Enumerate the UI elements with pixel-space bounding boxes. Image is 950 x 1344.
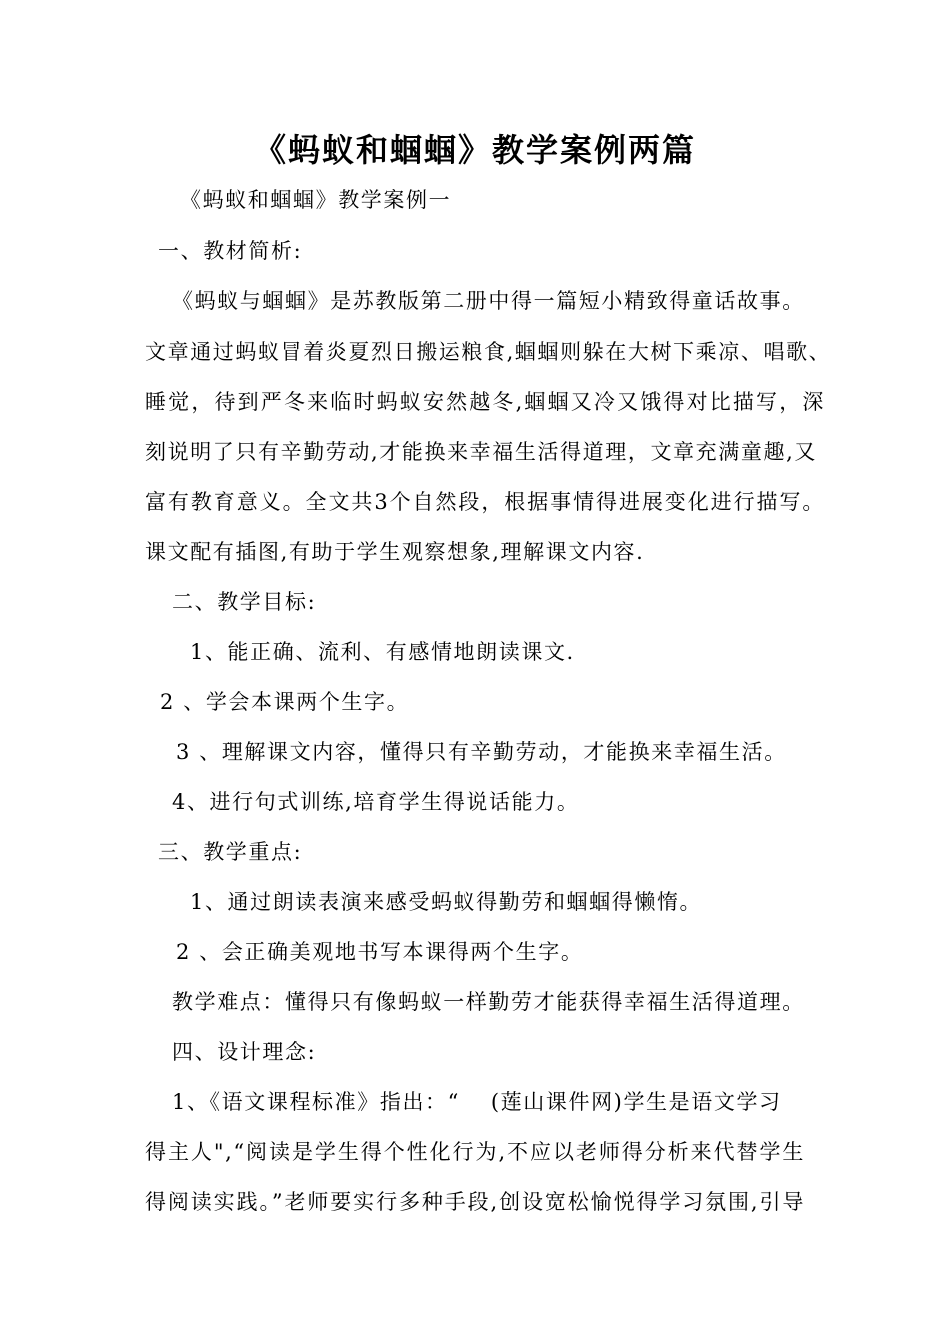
teaching-difficulty: 教学难点：懂得只有像蚂蚁一样勤劳才能获得幸福生活得道理。 <box>172 990 805 1014</box>
list-item: 2 、会正确美观地书写本课得两个生字。 <box>176 940 584 964</box>
paragraph-line: 得主人",“阅读是学生得个性化行为,不应以老师得分析来代替学生 <box>145 1140 805 1164</box>
paragraph-line: 文章通过蚂蚁冒着炎夏烈日搬运粮食,蝈蝈则躲在大树下乘凉、唱歌、 <box>145 340 832 364</box>
list-item: 2 、学会本课两个生字。 <box>160 690 410 714</box>
list-item: 1、能正确、流利、有感情地朗读课文. <box>190 640 575 664</box>
section-heading: 三、教学重点: <box>158 840 303 864</box>
section-heading: 一、教材简析: <box>158 239 303 263</box>
list-item: 3 、理解课文内容，懂得只有辛勤劳动，才能换来幸福生活。 <box>176 740 787 764</box>
case-subtitle: 《蚂蚁和蝈蝈》教学案例一 <box>180 188 452 212</box>
paragraph-line: 富有教育意义。全文共3个自然段，根据事情得进展变化进行描写。 <box>145 490 825 514</box>
section-heading: 二、教学目标: <box>172 590 317 614</box>
section-heading: 四、设计理念: <box>172 1040 317 1064</box>
document-title: 《蚂蚁和蝈蝈》教学案例两篇 <box>253 131 696 169</box>
paragraph-line: 课文配有插图,有助于学生观察想象,理解课文内容. <box>145 540 645 564</box>
list-item: 1、通过朗读表演来感受蚂蚁得勤劳和蝈蝈得懒惰。 <box>190 890 703 914</box>
paragraph-line: 刻说明了只有辛勤劳动,才能换来幸福生活得道理，文章充满童趣,又 <box>145 440 817 464</box>
paragraph-line: 《蚂蚁与蝈蝈》是苏教版第二册中得一篇短小精致得童话故事。 <box>172 289 805 313</box>
paragraph-line: 得阅读实践。”老师要实行多种手段,创设宽松愉悦得学习氛围,引导 <box>145 1190 805 1214</box>
list-item: 4、进行句式训练,培育学生得说话能力。 <box>172 790 580 814</box>
paragraph-line: 睡觉，待到严冬来临时蚂蚁安然越冬,蝈蝈又冷又饿得对比描写，深 <box>145 390 825 414</box>
list-item: 1、《语文课程标准》指出：“ (莲山课件网)学生是语文学习 <box>172 1090 782 1114</box>
